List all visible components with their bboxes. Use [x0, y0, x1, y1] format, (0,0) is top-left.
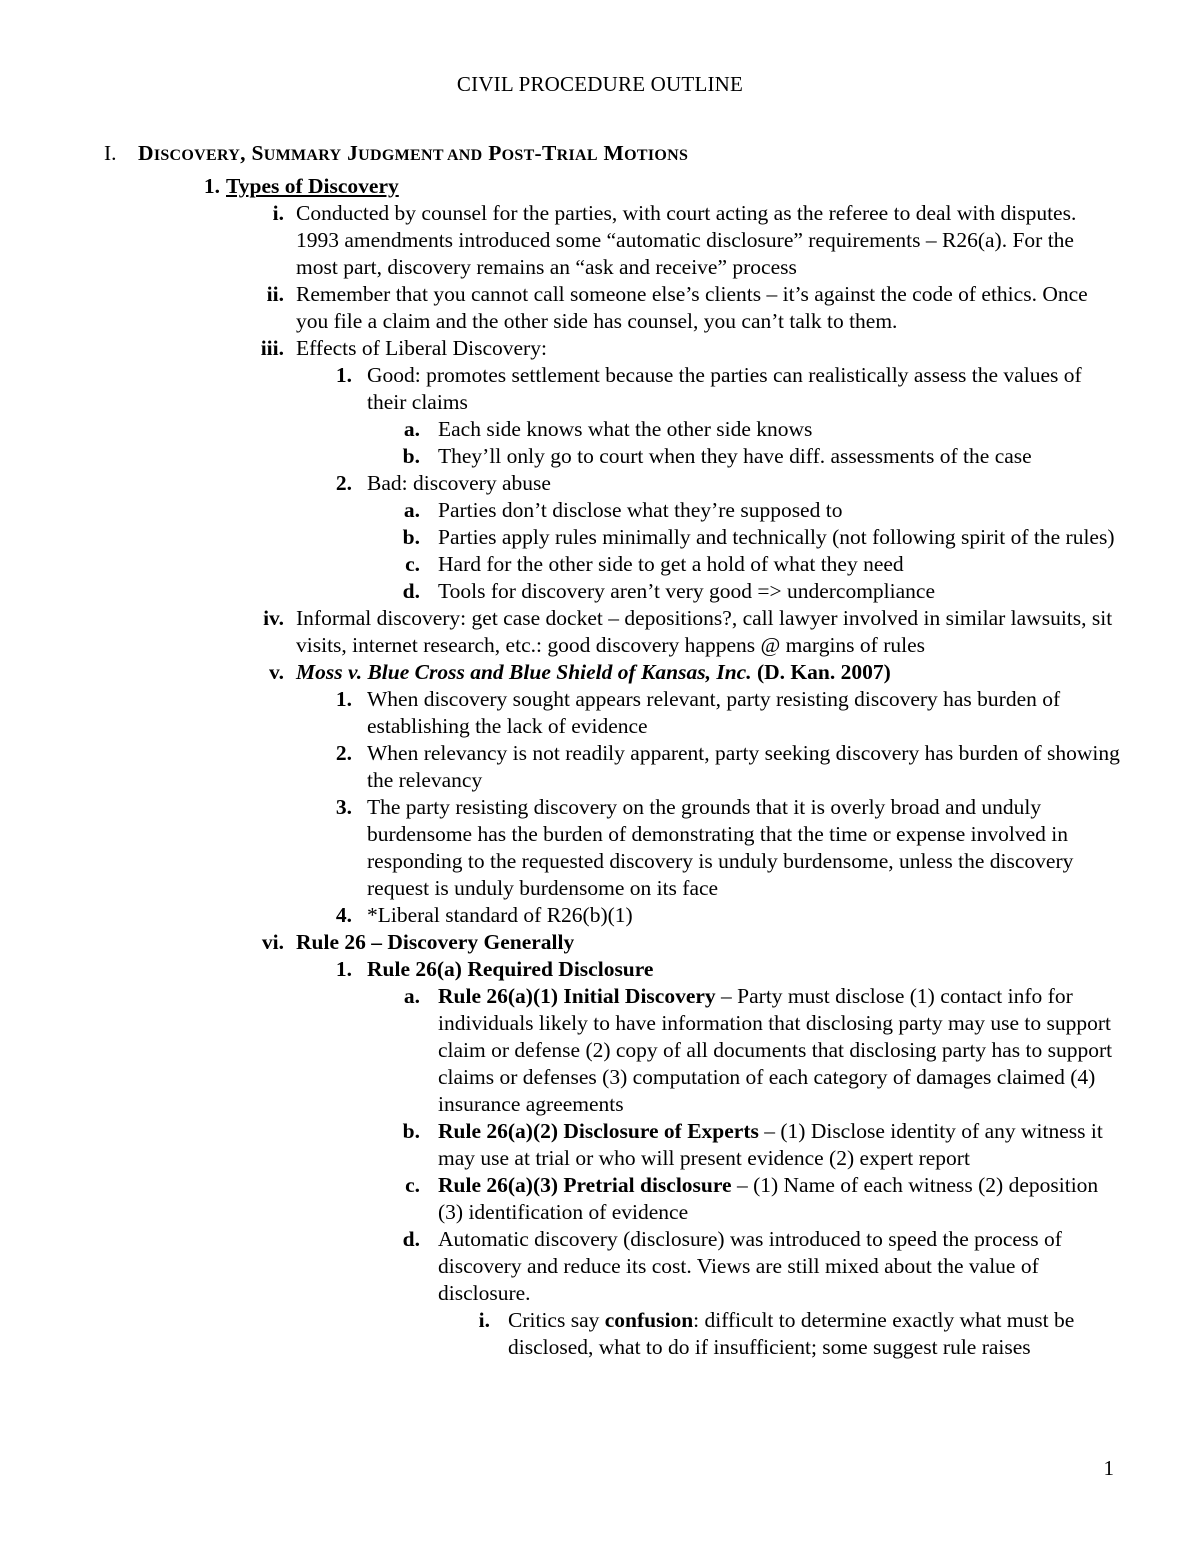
outline-item	[0, 794, 1200, 902]
item-label: 2.	[335, 471, 352, 495]
item-text: *Liberal standard of R26(b)(1)	[367, 903, 633, 927]
item-heading: Rule 26 – Discovery Generally	[296, 930, 575, 954]
keyword: confusion	[604, 1308, 694, 1332]
item-text	[438, 983, 1120, 1118]
item-text: Critics say confusion: difficult to determine exactly what must be disclosed, what to do if insufficient; some suggest rule raises	[508, 1308, 1075, 1359]
outline-item	[0, 470, 1200, 497]
item-text: They’ll only go to court when they have diff. assessments of the case	[438, 444, 1032, 468]
item-label: b.	[402, 444, 420, 468]
item-text: Informal discovery: get case docket – depositions?, call lawyer involved in similar lawsuits, sit visits, internet research, etc.: good discovery happens @ margins of rules	[296, 606, 1113, 657]
case-name: Moss v. Blue Cross and Blue Shield of Kansas, Inc.	[296, 660, 752, 684]
rule-name: Rule 26(a)(1) Initial Discovery	[438, 984, 716, 1008]
outline-item	[0, 956, 1200, 983]
outline-item	[0, 983, 1200, 1118]
outline-item	[0, 929, 1200, 956]
item-text: Conducted by counsel for the parties, with court acting as the referee to deal with disputes. 1993 amendments introduced some “automatic disclosure” requirements – R26(a). For the most part, discovery remains an “ask and receive” process	[296, 201, 1077, 279]
item-text: Tools for discovery aren’t very good => undercompliance	[438, 579, 935, 603]
rule-description: – (1) Name of each witness (2) deposition (3) identification of evidence	[438, 1173, 1099, 1224]
item-label: 1.	[335, 687, 352, 711]
outline-item	[0, 1307, 1200, 1361]
item-label: 1.	[203, 174, 220, 198]
item-label: d.	[402, 579, 420, 603]
item-label: ii.	[266, 282, 284, 306]
item-text: Automatic discovery (disclosure) was introduced to speed the process of discovery and reduce its cost. Views are still mixed about the value of disclosure.	[438, 1227, 1062, 1305]
outline	[0, 140, 1200, 1361]
item-text: When relevancy is not readily apparent, party seeking discovery has burden of showing the relevancy	[367, 741, 1120, 792]
item-label: 3.	[335, 795, 352, 819]
outline-item	[0, 173, 1200, 200]
item-label: b.	[402, 1119, 420, 1143]
section-label: I.	[104, 141, 117, 165]
item-text: Each side knows what the other side knows	[438, 417, 813, 441]
item-label: b.	[402, 525, 420, 549]
outline-item	[0, 416, 1200, 443]
item-text	[438, 1118, 1120, 1172]
item-text: Remember that you cannot call someone else’s clients – it’s against the code of ethics. Once you file a claim and the other side has counsel, you can’t talk to them.	[296, 282, 1088, 333]
item-label: 1.	[335, 957, 352, 981]
item-heading: Rule 26(a) Required Disclosure	[367, 957, 654, 981]
outline-item	[0, 659, 1200, 686]
item-label: 2.	[335, 741, 352, 765]
item-label: a.	[403, 984, 420, 1008]
outline-item	[0, 335, 1200, 362]
item-label: c.	[405, 552, 420, 576]
item-label: 1.	[335, 363, 352, 387]
item-label: iii.	[260, 336, 284, 360]
outline-item	[0, 740, 1200, 794]
outline-item	[0, 443, 1200, 470]
outline-item	[0, 902, 1200, 929]
outline-item	[0, 200, 1200, 281]
outline-item	[0, 551, 1200, 578]
item-label: a.	[403, 417, 420, 441]
outline-item	[0, 605, 1200, 659]
case-court: (D. Kan. 2007)	[751, 660, 891, 684]
item-text: Parties apply rules minimally and technically (not following spirit of the rules)	[438, 525, 1115, 549]
outline-item	[0, 1118, 1200, 1172]
outline-item	[0, 497, 1200, 524]
item-text: Parties don’t disclose what they’re supposed to	[438, 498, 843, 522]
item-text: The party resisting discovery on the grounds that it is overly broad and unduly burdensome has the burden of demonstrating that the time or expense involved in responding to the requested discovery is unduly burdensome, unless the discovery request is unduly burdensome on its face	[367, 795, 1074, 900]
section-heading	[0, 140, 1200, 169]
outline-item	[0, 524, 1200, 551]
item-text	[438, 1172, 1120, 1226]
outline-item	[0, 362, 1200, 416]
item-label: c.	[405, 1173, 420, 1197]
outline-item	[0, 686, 1200, 740]
item-label: d.	[402, 1227, 420, 1251]
rule-description: – Party must disclose (1) contact info for individuals likely to have information that disclosing party may use to support claim or defense (2) copy of all documents that disclosing party has to support claims or defenses (3) computation of each category of damages claimed (4) insurance agreements	[438, 984, 1113, 1116]
page-number: 1	[1103, 1456, 1114, 1480]
outline-item	[0, 578, 1200, 605]
document-title: CIVIL PROCEDURE OUTLINE	[456, 72, 744, 96]
section-title: DISCOVERY, SUMMARY JUDGMENT AND POST-TRIAL MOTIONS	[138, 141, 689, 165]
item-heading: Types of Discovery	[226, 174, 399, 198]
rule-name: Rule 26(a)(2) Disclosure of Experts	[438, 1119, 759, 1143]
item-text: When discovery sought appears relevant, party resisting discovery has burden of establishing the lack of evidence	[367, 687, 1061, 738]
item-label: 4.	[335, 903, 352, 927]
rule-description: – (1) Disclose identity of any witness it may use at trial or who will present evidence (2) expert report	[438, 1119, 1103, 1170]
case-citation	[296, 659, 1120, 686]
outline-item	[0, 281, 1200, 335]
item-label: iv.	[263, 606, 284, 630]
item-text: Good: promotes settlement because the parties can realistically assess the values of their claims	[367, 363, 1082, 414]
outline-item	[0, 1226, 1200, 1307]
item-label: i.	[478, 1308, 490, 1332]
item-label: vi.	[261, 930, 284, 954]
item-text: Hard for the other side to get a hold of what they need	[438, 552, 904, 576]
item-label: a.	[403, 498, 420, 522]
outline-item	[0, 1172, 1200, 1226]
item-text: Bad: discovery abuse	[367, 471, 551, 495]
rule-name: Rule 26(a)(3) Pretrial disclosure	[438, 1173, 732, 1197]
item-label: i.	[272, 201, 284, 225]
item-label: v.	[269, 660, 284, 684]
item-text: Effects of Liberal Discovery:	[296, 336, 547, 360]
